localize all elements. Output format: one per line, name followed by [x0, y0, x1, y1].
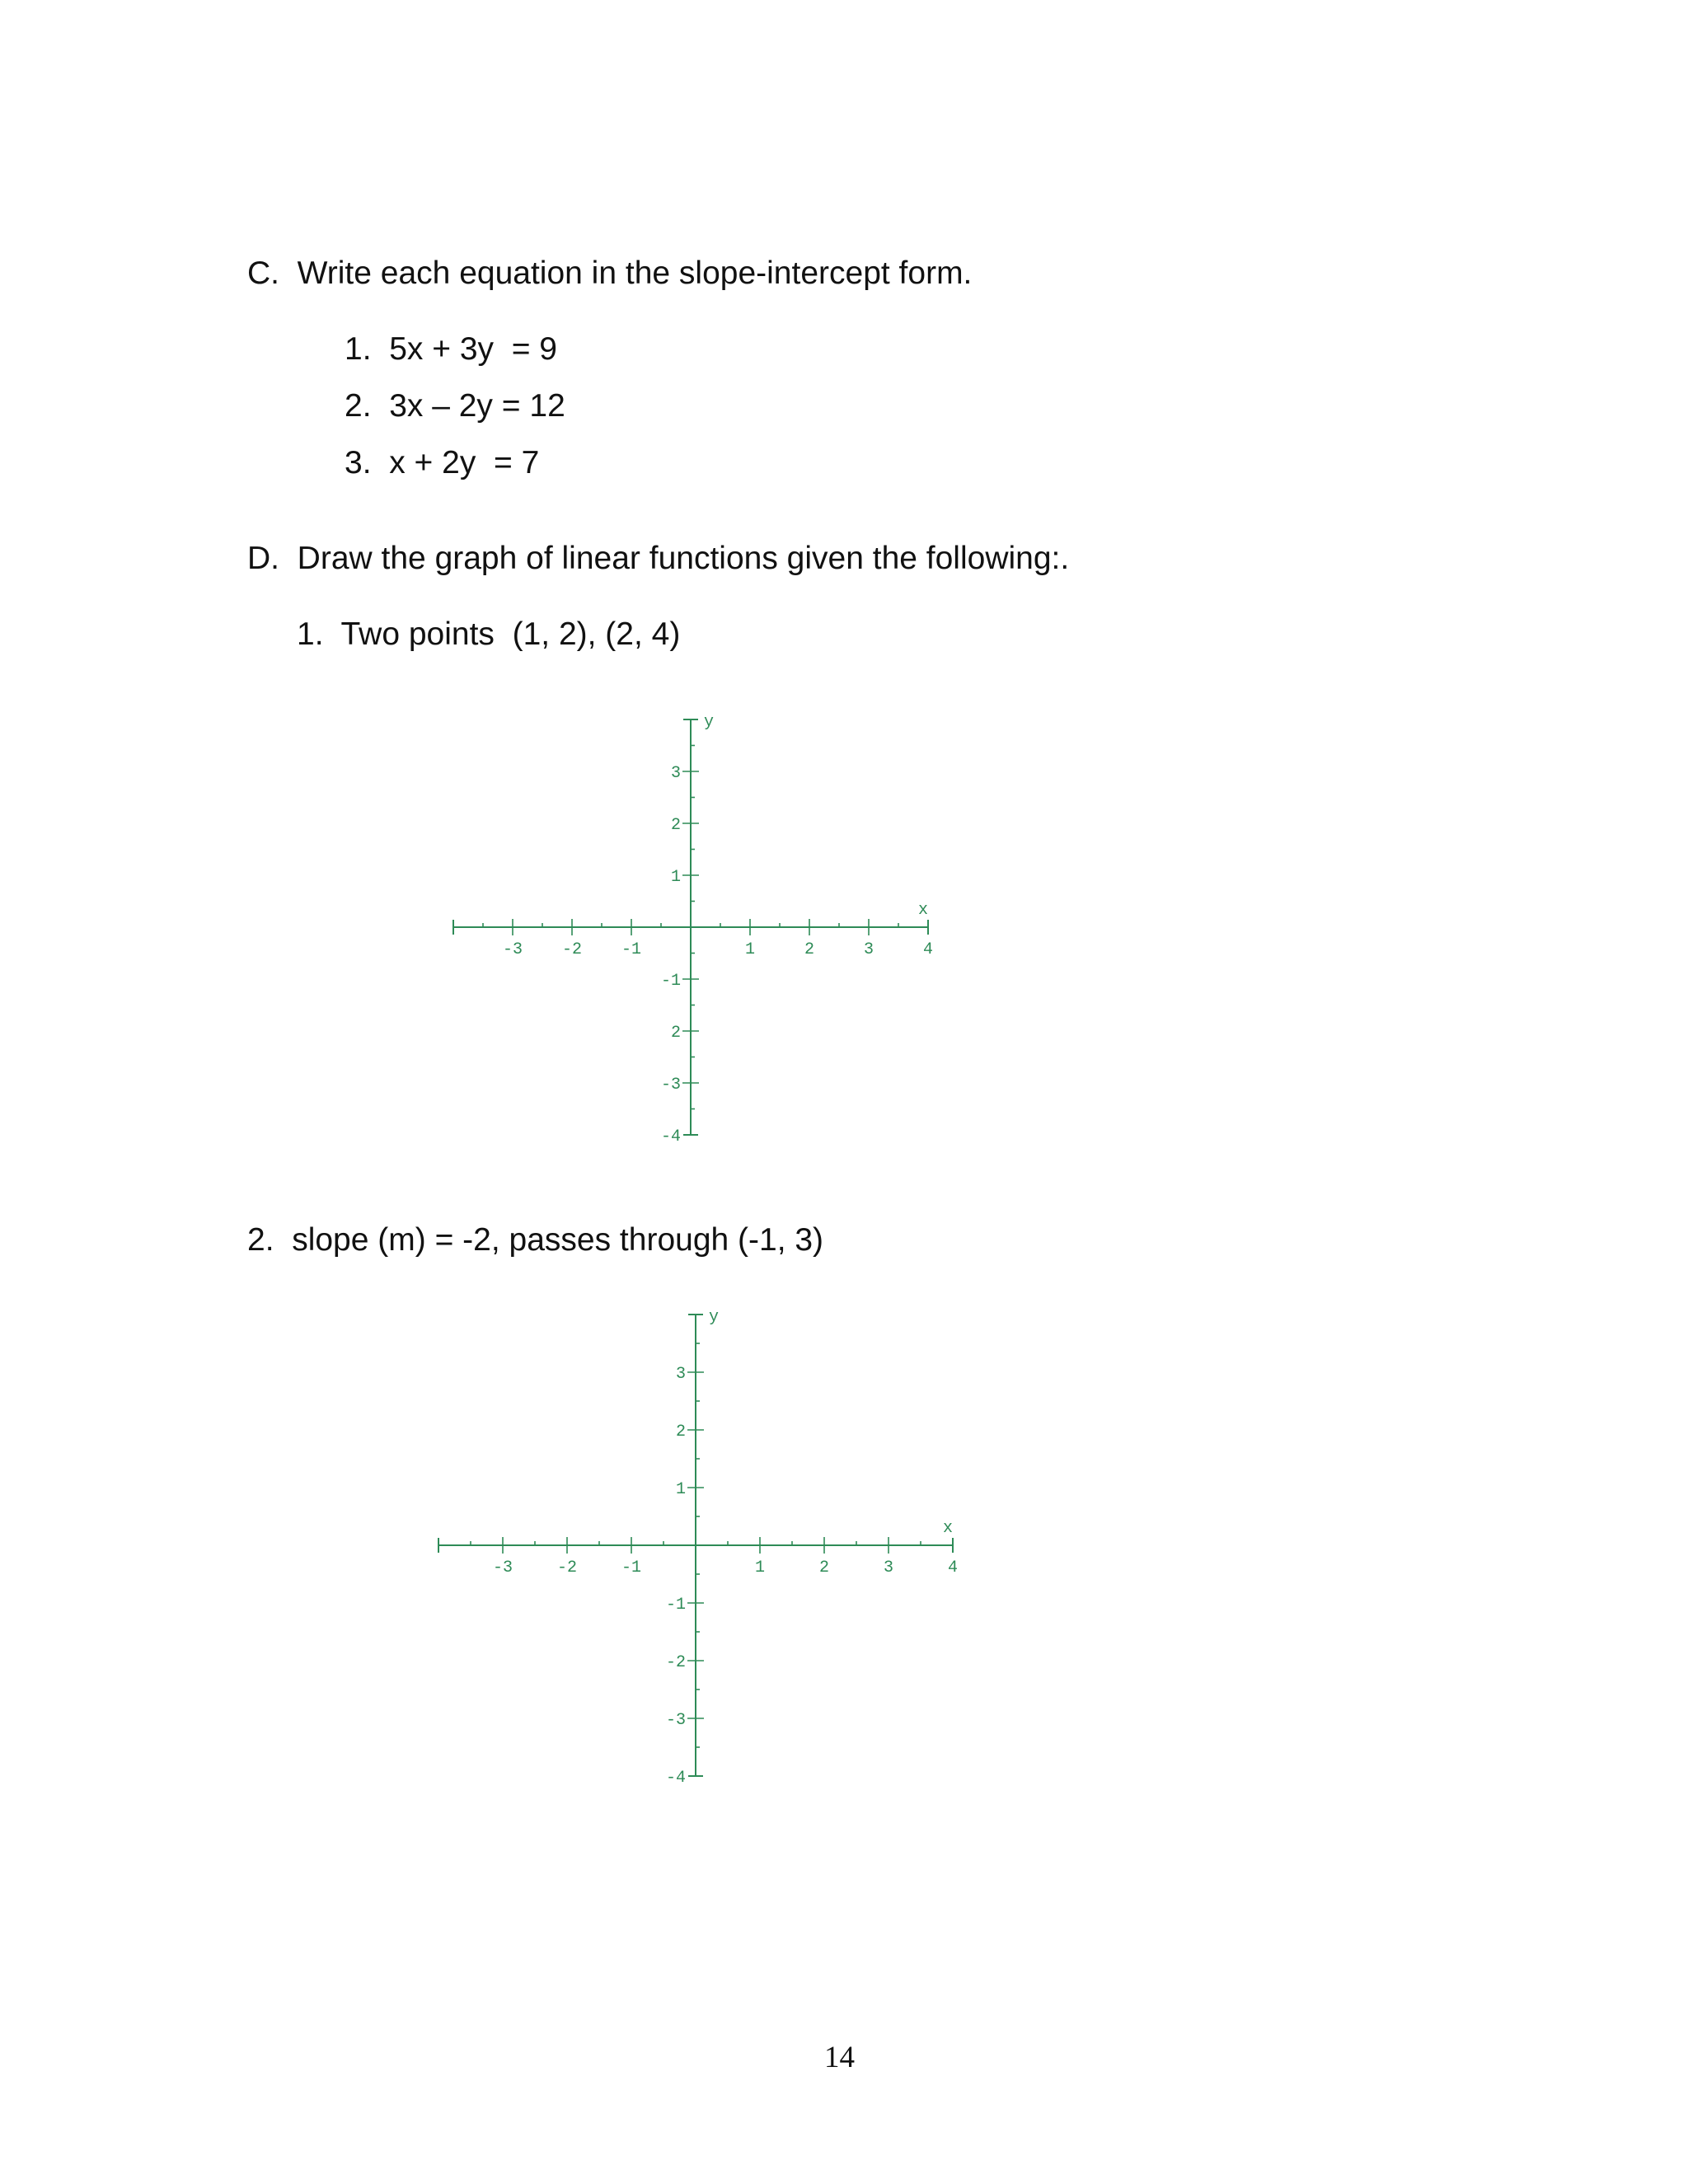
y-tick-label: 3 — [670, 764, 681, 783]
x-tick-label: -2 — [556, 1558, 578, 1577]
section-c-heading: C. Write each equation in the slope-intercept form. — [247, 255, 973, 291]
y-tick-label: -4 — [660, 1127, 681, 1146]
x-tick-label: -2 — [561, 940, 583, 959]
equation-item-2: 2. 3x – 2y = 12 — [345, 388, 565, 424]
x-tick-label: 4 — [947, 1558, 959, 1577]
x-tick-label: -3 — [492, 1558, 513, 1577]
graph-task-1: 1. Two points (1, 2), (2, 4) — [297, 616, 681, 652]
y-tick-label: 2 — [670, 1024, 681, 1043]
x-tick-label: 1 — [754, 1558, 766, 1577]
y-axis-label: y — [704, 713, 715, 732]
y-tick-label: -2 — [665, 1653, 686, 1672]
equation-item-1: 1. 5x + 3y = 9 — [345, 331, 557, 367]
x-tick-label: 1 — [744, 940, 756, 959]
y-tick-label: -1 — [660, 972, 681, 991]
y-tick-label: -1 — [665, 1596, 686, 1615]
y-tick-label: 3 — [675, 1365, 686, 1384]
y-tick-label: 2 — [675, 1422, 686, 1441]
x-tick-label: -1 — [621, 1558, 642, 1577]
x-tick-label: -1 — [621, 940, 642, 959]
section-d-heading: D. Draw the graph of linear functions given the following:. — [247, 541, 1070, 576]
x-tick-label: 3 — [863, 940, 874, 959]
y-tick-label: 1 — [675, 1480, 686, 1499]
y-axis-label: y — [709, 1308, 720, 1327]
graph-task-2: 2. slope (m) = -2, passes through (-1, 3) — [247, 1222, 824, 1258]
y-tick-label: 1 — [670, 868, 681, 887]
equation-item-3: 3. x + 2y = 7 — [345, 445, 540, 480]
page-number: 14 — [824, 2041, 855, 2074]
x-tick-label: -3 — [502, 940, 523, 959]
coordinate-grid-1 — [429, 705, 973, 1166]
y-tick-label: -3 — [660, 1076, 681, 1094]
y-tick-label: 2 — [670, 816, 681, 835]
coordinate-grid-2 — [420, 1298, 981, 1793]
x-axis-label: x — [942, 1519, 954, 1538]
x-axis-label: x — [917, 901, 929, 920]
y-tick-label: -3 — [665, 1711, 686, 1730]
x-tick-label: 2 — [804, 940, 815, 959]
x-tick-label: 4 — [922, 940, 934, 959]
x-tick-label: 3 — [883, 1558, 894, 1577]
y-tick-label: -4 — [665, 1769, 686, 1788]
x-tick-label: 2 — [818, 1558, 830, 1577]
